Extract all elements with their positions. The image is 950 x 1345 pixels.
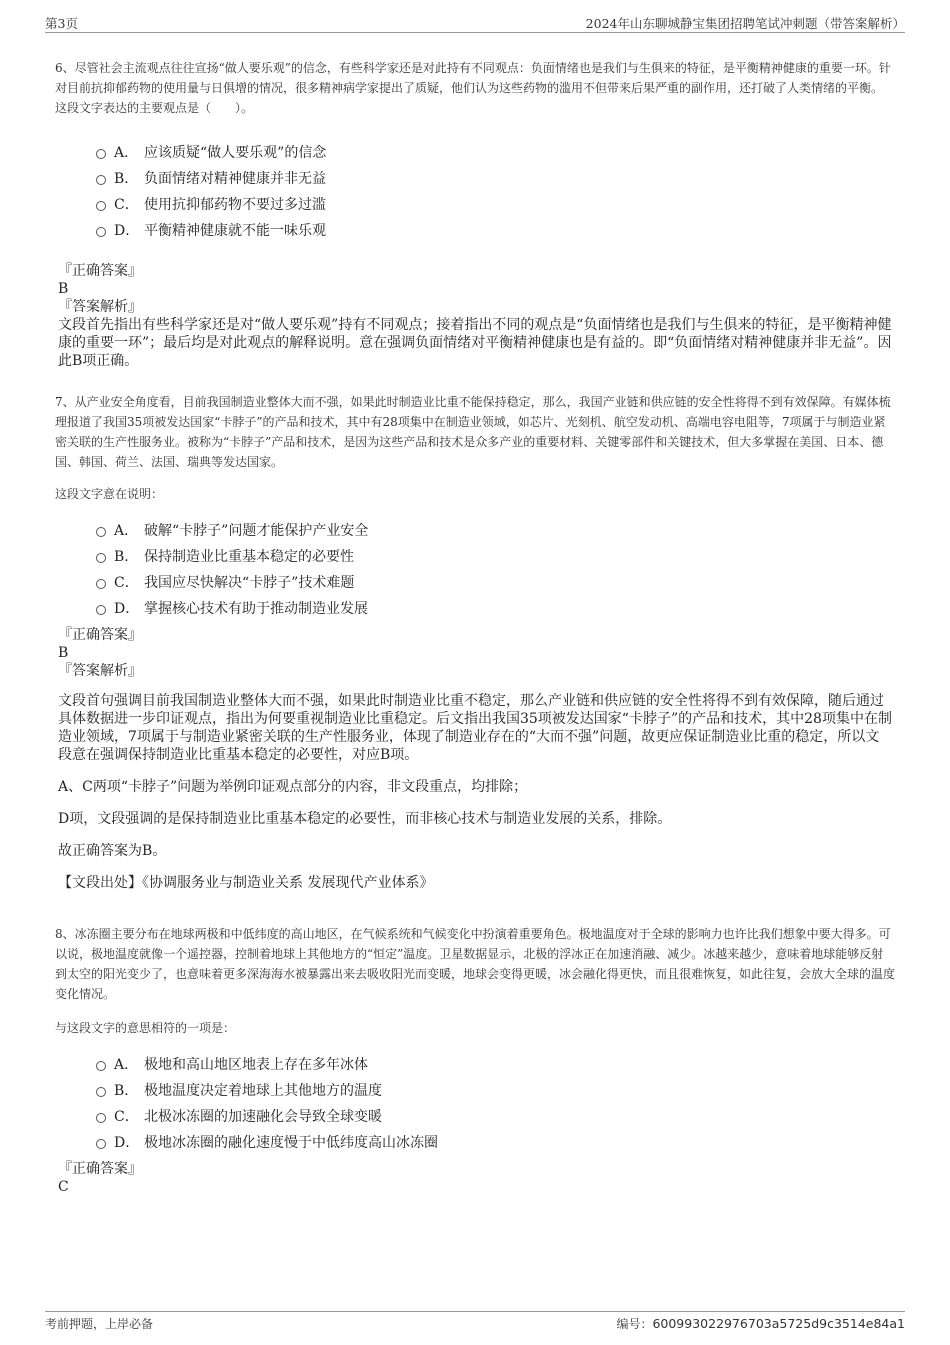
question-8-stem: 8、冰冻圈主要分布在地球两极和中低纬度的高山地区，在气候系统和气候变化中扮演着重要角色。极地温度对于全球的影响力也许比我们想象中要大得多。可以说，极地温度就像一个遥控器，控制着地球上其他地方的“恒定”温度。卫星数据显示，北极的浮冰正在加速消融、减少。冰越来越少，意味着地球能够反射到太空的阳光变少了，也意味着更多深海海水被暴露出来去吸收阳光而变暖，地球会变得更暖，冰会融化得更快，而且很难恢复，如此往复，会放大全球的温度变化情况。	[55, 927, 896, 1001]
page-footer	[45, 1311, 905, 1332]
question-7	[55, 392, 895, 504]
radio-button[interactable]	[96, 1139, 106, 1149]
answer-label: 『正确答案』	[58, 263, 142, 279]
radio-button[interactable]	[96, 1061, 106, 1071]
radio-button[interactable]	[96, 175, 106, 185]
question-6-answer	[58, 262, 893, 370]
question-8-ask: 与这段文字的意思相符的一项是：	[55, 1021, 236, 1035]
radio-button[interactable]	[96, 201, 106, 211]
document-id: 编号：600993022976703a5725d9c3514e84a1	[616, 1316, 905, 1331]
analysis-text: 故正确答案为B。	[58, 843, 167, 859]
question-6-ask: 这段文字表达的主要观点是（ ）。	[55, 101, 254, 115]
analysis-text: D项，文段强调的是保持制造业比重基本稳定的必要性，而非核心技术与制造业发展的关系，排除。	[58, 811, 672, 827]
question-8	[55, 924, 895, 1038]
answer-value: C	[58, 1179, 69, 1195]
source-note: 【文段出处】《协调服务业与制造业关系 发展现代产业体系》	[58, 875, 434, 891]
question-6-stem: 6、尽管社会主流观点往往宣扬“做人要乐观”的信念，有些科学家还是对此持有不同观点：负面情绪也是我们与生俱来的特征，是平衡精神健康的重要一环。针对目前抗抑郁药物的使用量与日俱增的情况，很多精神病学家提出了质疑，他们认为这些药物的滥用不但带来后果严重的副作用，还打破了人类情绪的平衡。	[55, 61, 891, 95]
footer-slogan: 考前押题，上岸必备	[45, 1317, 154, 1331]
analysis-text: 文段首句强调目前我国制造业整体大而不强，如果此时制造业比重不稳定，那么产业链和供应链的安全性将得不到有效保障，随后通过具体数据进一步印证观点，指出为何要重视制造业比重稳定。后文指出我国35项被发达国家“卡脖子”的产品和技术，其中28项集中在制造业领域，7项属于与制造业紧密关联的生产性服务业，体现了制造业存在的“大而不强”问题，故更应保证制造业比重的稳定，所以文段意在强调保持制造业比重基本稳定的必要性，对应B项。	[58, 693, 892, 763]
analysis-label: 『答案解析』	[58, 299, 142, 315]
question-8-answer	[58, 1160, 893, 1196]
answer-value: B	[58, 645, 69, 661]
question-6	[55, 58, 895, 118]
radio-button[interactable]	[96, 1087, 106, 1097]
question-7-answer	[58, 626, 893, 892]
page-header	[45, 14, 905, 33]
document-title: 2024年山东聊城静宝集团招聘笔试冲刺题（带答案解析）	[585, 16, 905, 31]
radio-button[interactable]	[96, 227, 106, 237]
answer-label: 『正确答案』	[58, 1161, 142, 1177]
radio-button[interactable]	[96, 579, 106, 589]
analysis-label: 『答案解析』	[58, 663, 142, 679]
answer-label: 『正确答案』	[58, 627, 142, 643]
answer-value: B	[58, 281, 69, 297]
radio-button[interactable]	[96, 527, 106, 537]
radio-button[interactable]	[96, 149, 106, 159]
page-number: 第3页	[45, 16, 78, 31]
radio-button[interactable]	[96, 553, 106, 563]
analysis-text: A、C两项“卡脖子”问题为举例印证观点部分的内容，非文段重点，均排除；	[58, 779, 528, 795]
question-7-ask: 这段文字意在说明：	[55, 487, 164, 501]
analysis-text: 文段首先指出有些科学家还是对“做人要乐观”持有不同观点；接着指出不同的观点是“负面情绪也是我们与生俱来的特征，是平衡精神健康的重要一环”；最后均是对此观点的解释说明。意在强调负面情绪对平衡精神健康也是有益的。即“负面情绪对精神健康并非无益”。因此B项正确。	[58, 317, 892, 369]
radio-button[interactable]	[96, 605, 106, 615]
radio-button[interactable]	[96, 1113, 106, 1123]
question-7-stem: 7、从产业安全角度看，目前我国制造业整体大而不强，如果此时制造业比重不能保持稳定，那么，我国产业链和供应链的安全性将得不到有效保障。有媒体梳理报道了我国35项被发达国家“卡脖子”的产品和技术，其中有28项集中在制造业领域，如芯片、光刻机、航空发动机、高端电容电阻等，7项属于与制造业紧密关联的生产性服务业。被称为“卡脖子”产品和技术，是因为这些产品和技术是众多产业的重要材料、关键零部件和关键技术，但大多掌握在美国、日本、德国、韩国、荷兰、法国、瑞典等发达国家。	[55, 395, 891, 469]
